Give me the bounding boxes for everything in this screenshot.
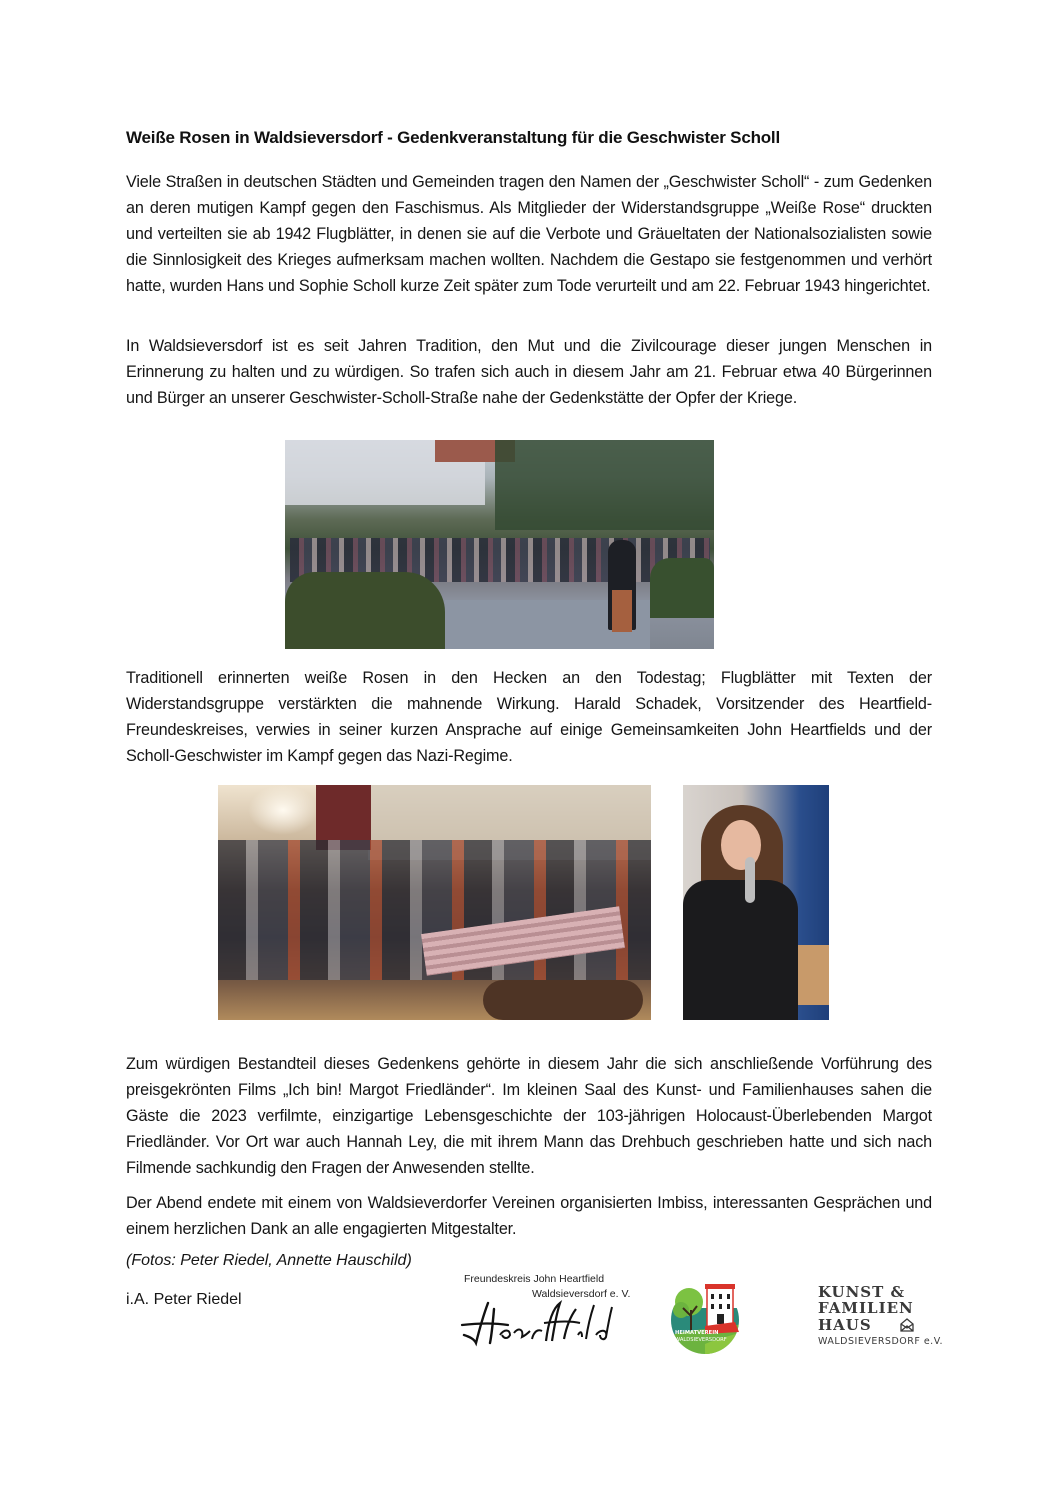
paragraph-film: Zum würdigen Bestandteil dieses Gedenkens gehörte in diesem Jahr die sich anschließende Vorführung des preisgekrönten Films „Ich bin! Margot Friedländer“. Im kleinen Saal des Kunst- und Familienhauses sahen die Gäste die 2023 verfilmte, einzigartige Lebensgeschichte der 103-jährigen Holocaust-Überlebenden Margot Friedländer. Vor Ort war auch Hannah Ley, die mit ihrem Mann das Drehbuch geschrieben hatte und sich nach Filmende sachkundig den Fragen der Anwesenden stellte.	[126, 1055, 932, 1177]
logo-heimatverein-waldsieversdorf	[669, 1280, 741, 1355]
signature: i.A. Peter Riedel	[126, 1291, 242, 1308]
photo-rug	[483, 980, 643, 1020]
heimatverein-text1: HEIMATVEREIN	[675, 1330, 719, 1336]
logo-heartfield-line2: Waldsieversdorf e. V.	[532, 1288, 631, 1300]
article-title: Weiße Rosen in Waldsieversdorf - Gedenkveranstaltung für die Geschwister Scholl	[126, 128, 780, 147]
photo-trees	[495, 440, 714, 530]
logo-freundeskreis-heartfield	[460, 1273, 631, 1348]
photo-speaker-legs	[612, 590, 632, 632]
logo-kunst-familien-haus	[818, 1283, 943, 1355]
photo-credit: (Fotos: Peter Riedel, Annette Hauschild)	[126, 1252, 412, 1269]
photo-speaker-hannah-ley	[683, 785, 829, 1020]
photo-gathering-outdoors	[285, 440, 714, 649]
photo-body	[683, 880, 798, 1020]
paragraph-tradition: In Waldsieversdorf ist es seit Jahren Tradition, den Mut und die Zivilcourage dieser jungen Menschen in Erinnerung zu halten und zu würdigen. So trafen sich auch in diesem Jahr am 21. Februar etwa 40 Bürgerinnen und Bürger an unserer Geschwister-Scholl-Straße nahe der Gedenkstätte der Opfer der Kriege.	[126, 337, 932, 407]
heimatverein-text2: WALDSIEVERSDORF	[675, 1337, 727, 1343]
paragraph-roses: Traditionell erinnerten weiße Rosen in den Hecken an den Todestag; Flugblätter mit Texten der Widerstandsgruppe verstärkten die mahnende Wirkung. Harald Schadek, Vorsitzender des Heartfield-Freundeskreises, verwies in seiner kurzen Ansprache auf einige Gemeinsamkeiten John Heartfields und der Scholl-Geschwister im Kampf gegen das Nazi-Regime.	[126, 669, 932, 765]
paragraph-intro: Viele Straßen in deutschen Städten und Gemeinden tragen den Namen der „Geschwister Scholl“ - zum Gedenken an deren mutigen Kampf gegen den Faschismus. Als Mitglieder der Widerstandsgruppe „Weiße Rose“ druckten und verteilten sie ab 1942 Flugblätter, in denen sie auf die Verbote und Gräueltaten der Nationalsozialisten sowie die Sinnlosigkeit des Krieges aufmerksam machen wollten. Nachdem die Gestapo sie festgenommen und verhört hatte, wurden Hans und Sophie Scholl kurze Zeit später zum Tode verurteilt und am 22. Februar 1943 hingerichtet.	[126, 173, 932, 295]
kunst-row2: FAMILIEN	[818, 1299, 914, 1317]
photo-hedge-right	[650, 558, 714, 618]
microphone-icon	[745, 857, 755, 903]
kunst-row3: HAUS	[818, 1316, 872, 1334]
kunst-row4: WALDSIEVERSDORF e.V.	[818, 1336, 943, 1347]
logo-heartfield-line1: Freundeskreis John Heartfield	[464, 1273, 605, 1285]
house-icon	[900, 1318, 914, 1332]
paragraph-closing: Der Abend endete mit einem von Waldsieverdorfer Vereinen organisierten Imbiss, interessanten Gesprächen und einem herzlichen Dank an alle engagierten Mitgestalter.	[126, 1194, 932, 1238]
photo-face	[721, 820, 761, 870]
heartfield-signature-icon	[460, 1295, 615, 1347]
kunst-row1: KUNST &	[818, 1283, 906, 1301]
photo-hedge-left	[285, 572, 445, 649]
photo-lamp	[248, 785, 318, 835]
photo-audience-indoors	[218, 785, 651, 1020]
